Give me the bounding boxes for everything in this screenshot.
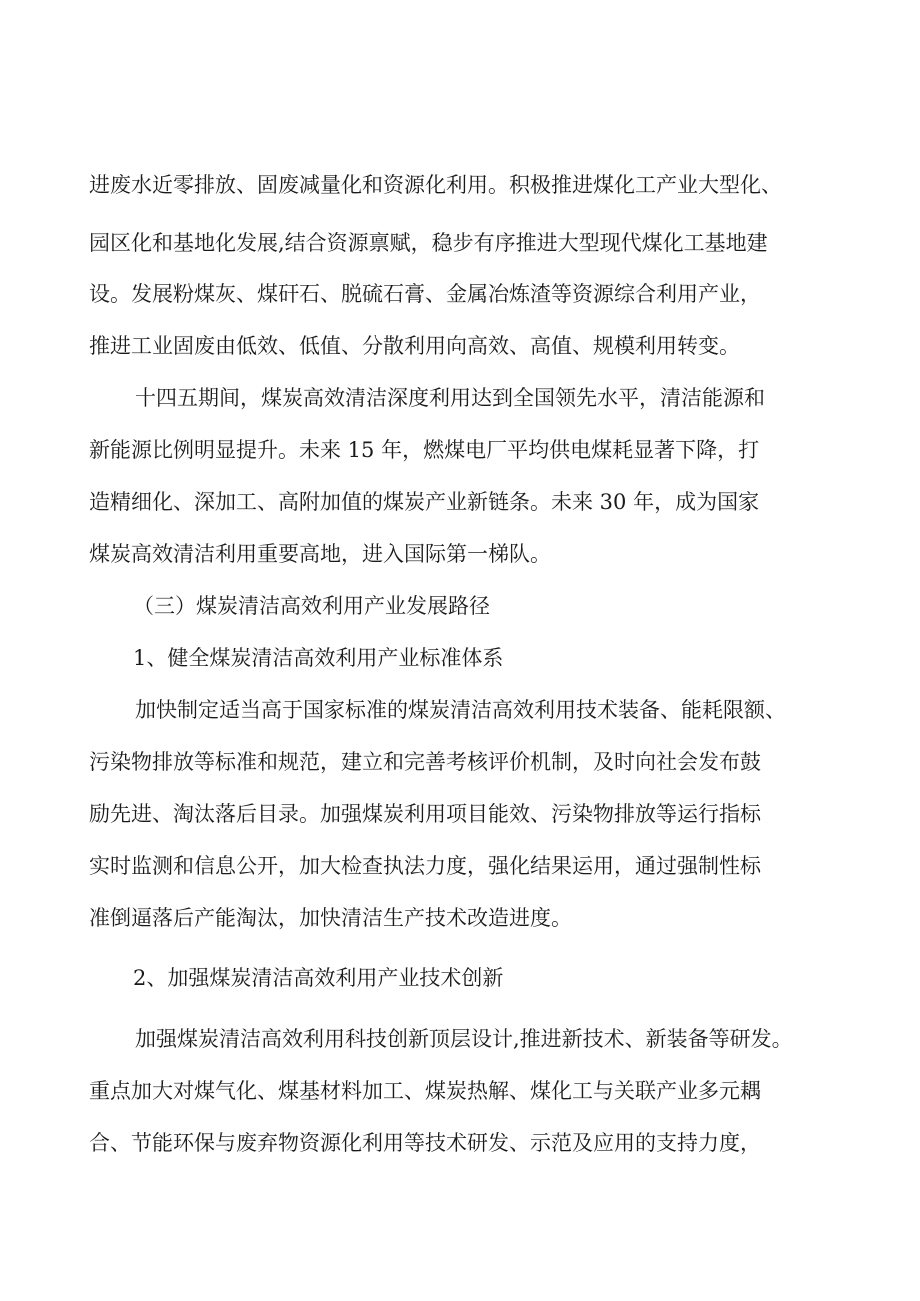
paragraph-line: 推进工业固废由低效、低值、分散利用向高效、高值、规模利用转变。 — [89, 334, 740, 358]
paragraph-line: 加快制定适当高于国家标准的煤炭清洁高效利用技术装备、能耗限额、 — [135, 698, 786, 722]
paragraph-line: 十四五期间，煤炭高效清洁深度利用达到全国领先水平，清洁能源和 — [135, 386, 765, 410]
paragraph-line: 准倒逼落后产能淘汰，加快清洁生产技术改造进度。 — [89, 906, 572, 930]
paragraph-line: 造精细化、深加工、高附加值的煤炭产业新链条。未来 30 年，成为国家 — [89, 490, 760, 514]
section-heading: （三）煤炭清洁高效利用产业发展路径 — [133, 594, 490, 618]
paragraph-line: 园区化和基地化发展,结合资源禀赋，稳步有序推进大型现代煤化工基地建 — [89, 231, 768, 255]
paragraph-line: 加强煤炭清洁高效利用科技创新顶层设计,推进新技术、新装备等研发。 — [135, 1027, 793, 1051]
paragraph-line: 新能源比例明显提升。未来 15 年，燃煤电厂平均供电煤耗显著下降，打 — [89, 438, 760, 462]
paragraph-line: 煤炭高效清洁利用重要高地，进入国际第一梯队。 — [89, 542, 551, 566]
paragraph-line: 污染物排放等标准和规范，建立和完善考核评价机制，及时向社会发布鼓 — [89, 750, 761, 774]
paragraph-line: 合、节能环保与废弃物资源化利用等技术研发、示范及应用的支持力度， — [89, 1131, 761, 1155]
paragraph-line: 进废水近零排放、固废减量化和资源化利用。积极推进煤化工产业大型化、 — [89, 173, 782, 197]
paragraph-line: 重点加大对煤气化、煤基材料加工、煤炭热解、煤化工与关联产业多元耦 — [89, 1079, 761, 1103]
paragraph-line: 实时监测和信息公开，加大检查执法力度，强化结果运用，通过强制性标 — [89, 854, 761, 878]
subsection-heading: 1、健全煤炭清洁高效利用产业标准体系 — [133, 646, 504, 670]
paragraph-line: 励先进、淘汰落后目录。加强煤炭利用项目能效、污染物排放等运行指标 — [89, 802, 761, 826]
subsection-heading: 2、加强煤炭清洁高效利用产业技术创新 — [133, 966, 504, 990]
paragraph-line: 设。发展粉煤灰、煤矸石、脱硫石膏、金属冶炼渣等资源综合利用产业， — [89, 282, 761, 306]
